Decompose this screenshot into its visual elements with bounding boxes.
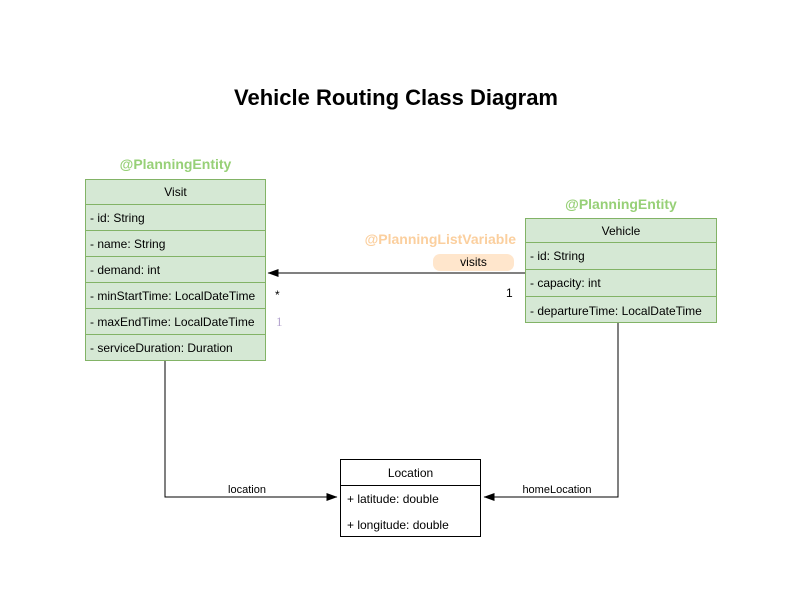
visits-source-multiplicity: 1 — [506, 286, 513, 300]
attribute-row: + latitude: double — [347, 492, 439, 506]
class-box-vehicle[interactable] — [525, 218, 717, 323]
attribute-row: - maxEndTime: LocalDateTime — [86, 309, 265, 335]
location-edge-label[interactable]: location — [228, 484, 266, 496]
attribute-row: - demand: int — [86, 257, 265, 283]
attribute-row: - capacity: int — [526, 270, 716, 297]
location-edge-arrow[interactable] — [165, 361, 337, 497]
visits-extra-multiplicity: 1 — [276, 314, 283, 329]
class-box-location[interactable] — [340, 459, 481, 537]
diagram-title: Vehicle Routing Class Diagram — [234, 85, 558, 110]
attribute-row: - departureTime: LocalDateTime — [530, 303, 702, 318]
visits-target-multiplicity: * — [275, 288, 280, 302]
class-box-visit[interactable] — [85, 179, 266, 361]
class-name-visit: Visit — [86, 180, 265, 205]
class-name-location: Location — [341, 460, 480, 486]
attribute-row: - serviceDuration: Duration — [90, 341, 233, 355]
attribute-row: - id: String — [86, 205, 265, 231]
home-location-edge-arrow[interactable] — [484, 323, 618, 497]
attribute-row: - minStartTime: LocalDateTime — [86, 283, 265, 309]
vehicle-planning-entity-annotation: @PlanningEntity — [565, 196, 677, 212]
attribute-row: - id: String — [526, 243, 716, 270]
attribute-row: + longitude: double — [347, 518, 449, 532]
attribute-row: - name: String — [86, 231, 265, 257]
class-name-vehicle: Vehicle — [526, 219, 716, 243]
home-location-edge-label[interactable]: homeLocation — [522, 484, 592, 496]
visits-edge-label[interactable]: visits — [433, 254, 514, 271]
visits-planning-list-variable-annotation: @PlanningListVariable — [364, 231, 516, 247]
visit-planning-entity-annotation: @PlanningEntity — [119, 156, 232, 172]
